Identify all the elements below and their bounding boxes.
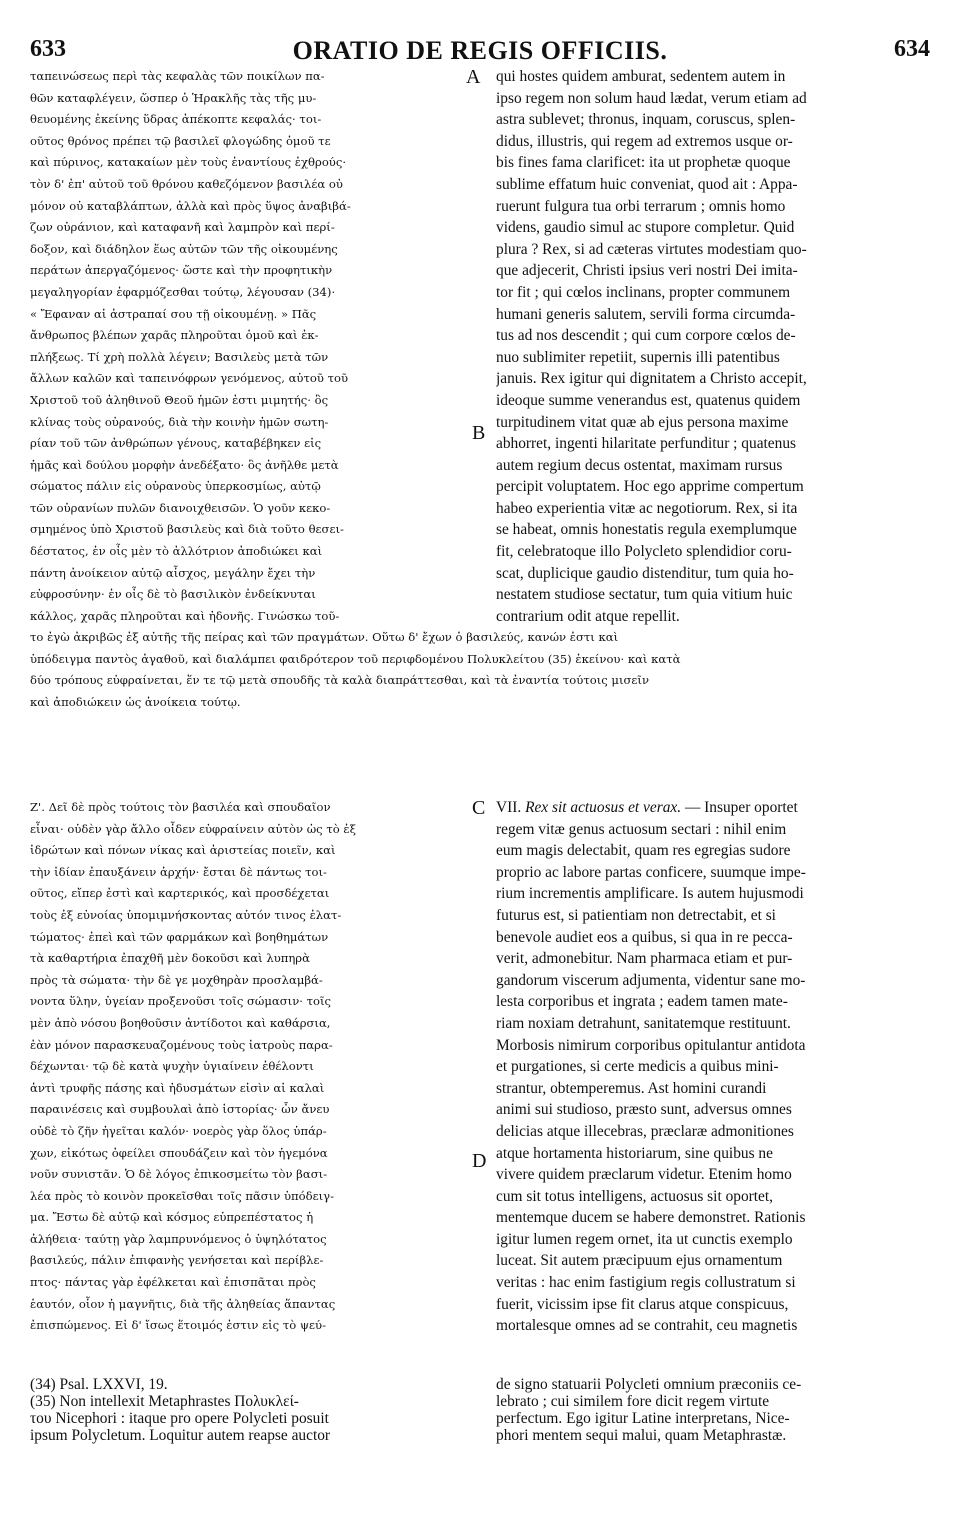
latin-line: veritas : hac enim fastigium regis collustratum si bbox=[496, 1274, 796, 1292]
page-header bbox=[30, 20, 930, 64]
greek-line: κάλλος, χαρᾶς πληροῦται καὶ ἡδονῆς. Γινώσκω τοῦ- bbox=[30, 608, 340, 623]
greek-line: εἶναι· οὐδὲν γὰρ ἄλλο οἶδεν εὐφραίνειν αὐτὸν ὡς τὸ ἐξ bbox=[30, 821, 357, 836]
greek-line: τοὺς ἐξ εὐνοίας ὑπομιμνήσκοντας αὐτόν τινος ἐλατ- bbox=[30, 907, 342, 922]
latin-line: percipit voluptatem. Hoc ego apprime compertum bbox=[496, 478, 804, 496]
greek-line: παραινέσεις καὶ συμβουλαὶ ἀπὸ ἱστορίας· ὧν ἄνευ bbox=[30, 1102, 330, 1117]
footnotes-left bbox=[30, 1376, 480, 1444]
latin-line: eum magis delectabit, quam res egregias sudore bbox=[496, 842, 791, 860]
latin-line: regem vitæ genus actuosum sectari : nihil enim bbox=[496, 820, 787, 838]
section-heading: VII. Rex sit actuosus et verax. — Insuper oportet bbox=[496, 799, 798, 816]
greek-line: καὶ πύρινος, κατακαίων μὲν τοὺς ἐναντίους ἐχθρούς· bbox=[30, 155, 347, 170]
greek-line: τῶν οὐρανίων πυλῶν διανοιχθεισῶν. Ὁ γοῦν κεκο- bbox=[30, 500, 331, 515]
latin-line: ruerunt fulgura tua orbi terrarum ; omnis homo bbox=[496, 197, 786, 215]
latin-line: se habeat, omnis honestatis regula exemplumque bbox=[496, 521, 797, 539]
footnote-line: (35) Non intellexit Metaphrastes Πολυκλεί- bbox=[30, 1393, 299, 1410]
footnote-line: perfectum. Ego igitur Latine interpretans, Nice- bbox=[496, 1410, 790, 1427]
footnote-line: ipsum Polycletum. Loquitur autem reapse auctor bbox=[30, 1427, 331, 1444]
latin-line: tor fit ; qui cœlos inclinans, propter communem bbox=[496, 283, 791, 301]
greek-line: ἐπισπώμενος. Εἰ δ' ἴσως ἕτοιμός ἐστιν εἰς τὸ ψεύ- bbox=[30, 1318, 327, 1333]
greek-line: ἐὰν μόνον παρασκευαζομένους τοὺς ἰατροὺς παρα- bbox=[30, 1037, 333, 1052]
greek-line: δοξον, καὶ διάδηλον ἕως αὐτῶν τῶν τῆς οἰκουμένης bbox=[30, 241, 338, 256]
latin-line: igitur lumen regem ornet, ita ut cunctis exemplo bbox=[496, 1230, 793, 1248]
greek-line: πτος· πάντας γὰρ ἐφέλκεται καὶ ἐπισπᾶται πρὸς bbox=[30, 1275, 316, 1290]
latin-line: cum sit totus intelligens, actuosus sit oportet, bbox=[496, 1187, 774, 1205]
greek-line: δέχωνται· τῷ δὲ κατὰ ψυχὴν ὑγιαίνειν ἐθέλοντι bbox=[30, 1059, 314, 1074]
greek-line: το ἐγὼ ἀκριβῶς ἐξ αὐτῆς τῆς πείρας καὶ τῶν πραγμάτων. Οὕτω δ' ἔχων ὁ βασιλεύς, κανών ἐστι καὶ bbox=[30, 630, 619, 644]
greek-line: θευομένης ἐκείνης ὕδρας ἀπέκοπτε κεφαλάς· τοι- bbox=[30, 112, 322, 127]
greek-line: κλίνας τοὺς οὐρανούς, διὰ τὴν κοινὴν ἡμῶν σωτη- bbox=[30, 414, 329, 429]
latin-line: Morbosis nimirum corporibus opitulantur antidota bbox=[496, 1036, 806, 1054]
greek-line: ἄλλων καλῶν καὶ ταπεινόφρων γενόμενος, αὐτοῦ τοῦ bbox=[30, 371, 349, 386]
greek-line: ταπεινώσεως περὶ τὰς κεφαλὰς τῶν ποικίλων πα- bbox=[30, 69, 325, 83]
latin-line: nestatem studiose sectatur, tum quia vitium huic bbox=[496, 586, 793, 604]
latin-line: delicias atque illecebras, præclaræ admonitiones bbox=[496, 1122, 794, 1140]
latin-line: rium incrementis amplificare. Is autem hujusmodi bbox=[496, 885, 804, 903]
greek-full-width-paragraph bbox=[30, 627, 932, 713]
greek-line: σμημένος ὑπὸ Χριστοῦ βασιλεὺς καὶ διὰ τοῦτο θεσει- bbox=[30, 522, 344, 537]
latin-line: ipso regem non solum haud lædat, verum etiam ad bbox=[496, 89, 807, 107]
greek-line: λέα πρὸς τὸ κοινὸν προκεῖσθαι τοῖς πᾶσιν ὑπόδειγ- bbox=[30, 1188, 335, 1203]
page-number-left: 633 bbox=[30, 36, 66, 62]
latin-line: riam noxiam detrahunt, sanitatemque restituunt. bbox=[496, 1014, 791, 1032]
latin-line: fuerit, vicissim ipse fit clarus atque conspicuus, bbox=[496, 1295, 789, 1313]
greek-line: οὐδὲ τὸ ζῆν ἡγεῖται καλόν· νοερὸς γὰρ ὅλος ὑπάρ- bbox=[30, 1123, 327, 1138]
greek-line: πάντη ἀνοίκειον αὐτῷ αἶσχος, μεγάλην ἔχει τὴν bbox=[30, 565, 316, 580]
latin-line: plura ? Rex, si ad cæteras virtutes modestiam quo- bbox=[496, 240, 807, 258]
footnote-line: (34) Psal. LXXVI, 19. bbox=[30, 1376, 168, 1393]
latin-line: autem regium decus ostentat, maximam rursus bbox=[496, 456, 783, 474]
greek-line: μὲν ἀπὸ νόσου βοηθοῦσιν ἀντίδοτοι καὶ καθάρσια, bbox=[30, 1015, 331, 1030]
greek-line: σώματος πάλιν εἰς οὐρανοὺς ὑπερκοσμίως, αὐτῷ bbox=[30, 479, 321, 494]
footnote-line: de signo statuarii Polycleti omnium præconiis ce- bbox=[496, 1376, 802, 1393]
greek-line: Ζ'. Δεῖ δὲ πρὸς τούτοις τὸν βασιλέα καὶ σπουδαῖον bbox=[30, 800, 331, 814]
latin-column-bottom bbox=[496, 797, 932, 1337]
greek-line: ἱδρώτων καὶ πόνων νίκας καὶ ἀριστείας ποιεῖν, καὶ bbox=[30, 843, 336, 858]
latin-line: strantur, obtemperemus. Ast homini curandi bbox=[496, 1079, 767, 1097]
latin-line: contrarium odit atque repellit. bbox=[496, 607, 680, 625]
latin-line: luceat. Sit autem præcipuum ejus ornamentum bbox=[496, 1252, 783, 1270]
footnote-line: phori mentem sequi malui, quam Metaphrastæ. bbox=[496, 1427, 787, 1444]
greek-line: οῦτος, εἴπερ ἐστὶ καὶ καρτερικός, καὶ προσδέχεται bbox=[30, 886, 330, 901]
greek-line: ὑπόδειγμα παντὸς ἀγαθοῦ, καὶ διαλάμπει φαιδρότερον τοῦ περιφδομένου Πολυκλείτου (35) ἐκείνου· καὶ κατὰ bbox=[30, 651, 681, 666]
latin-line: habeo experientia vitæ ac negotiorum. Rex, si ita bbox=[496, 499, 798, 517]
latin-line: tus ad nos descendit ; qui cum corpore cœlos de- bbox=[496, 327, 796, 345]
latin-line: turpitudinem vitat quæ ab ejus persona maxime bbox=[496, 413, 789, 431]
greek-line: μόνον οὐ καταβλάπτων, ἀλλὰ καὶ πρὸς ὕψος ἀναβιβά- bbox=[30, 198, 351, 213]
greek-line: ζων οὐράνιον, καὶ καταφανῆ καὶ λαμπρὸν καὶ περί- bbox=[30, 220, 335, 235]
latin-line: futurus est, si patientiam non detrectabit, et si bbox=[496, 906, 776, 924]
greek-line: τὴν ἰδίαν ἐπαυξάνειν ἀρχήν· ἔσται δὲ πάντως τοι- bbox=[30, 864, 327, 879]
latin-line: bis fines fama clarificet: ita ut prophetæ quoque bbox=[496, 154, 791, 172]
latin-line: proprio ac labore partas conficere, suumque impe- bbox=[496, 863, 806, 881]
latin-line: que adjecerit, Christi ipsius veri nostri Dei imita- bbox=[496, 262, 798, 280]
margin-letter-b: B bbox=[472, 422, 486, 444]
latin-line: sublime effatum huic conveniat, quod ait : Appa- bbox=[496, 175, 798, 193]
latin-line: gandorum viscerum adjumenta, videntur sane mo- bbox=[496, 971, 806, 989]
greek-line: Χριστοῦ τοῦ ἀληθινοῦ Θεοῦ ἡμῶν ἐστι μιμητής· ὃς bbox=[30, 392, 329, 407]
greek-column-bottom bbox=[30, 797, 486, 1337]
greek-line: « Ἔφαναν αἱ ἀστραπαί σου τῇ οἰκουμένῃ. » Πᾶς bbox=[30, 306, 317, 321]
greek-line: ρίαν τοῦ τῶν ἀνθρώπων γένους, καταβέβηκεν εἰς bbox=[30, 436, 322, 451]
latin-line: animi sui studioso, præsto sunt, adversus omnes bbox=[496, 1101, 792, 1119]
margin-letter-a: A bbox=[466, 66, 481, 88]
greek-line: δύο τρόπους εὐφραίνεται, ἕν τε τῷ μετὰ σπουδῆς τὰ καλὰ διαπράττεσθαι, καὶ τὰ ἐναντία τούτοις μισεῖν bbox=[30, 673, 650, 688]
greek-line: μα. Ἔστω δὲ αὐτῷ καὶ κόσμος εὐπρεπέστατος ἡ bbox=[30, 1210, 314, 1225]
greek-line: ἄνθρωπος βλέπων χαρᾶς πληροῦται ὁμοῦ καὶ ἐκ- bbox=[30, 328, 319, 343]
latin-line: benevole audiet eos a quibus, si qua in re pecca- bbox=[496, 928, 793, 946]
footnote-line: του Nicephori : itaque pro opere Polycleti posuit bbox=[30, 1410, 329, 1427]
greek-line: βασιλεύς, πάλιν ἐπιφανὴς γενήσεται καὶ περίβλε- bbox=[30, 1253, 324, 1268]
greek-column-top bbox=[30, 66, 486, 627]
greek-line: ἑαυτόν, οἷον ἡ μαγνῆτις, διὰ τῆς ἀληθείας ἅπαντας bbox=[30, 1296, 336, 1311]
greek-line: νοῦν συνιστᾶν. Ὁ δὲ λόγος ἐπικοσμείτω τὸν βασι- bbox=[30, 1167, 328, 1182]
greek-line: οῦτος θρόνος πρέπει τῷ βασιλεῖ φλογώδης ὁμοῦ τε bbox=[30, 133, 331, 148]
greek-line: τὸν δ' ἐπ' αὐτοῦ τοῦ θρόνου καθεζόμενον βασιλέα οὐ bbox=[30, 176, 343, 191]
margin-letter-d: D bbox=[472, 1150, 487, 1172]
latin-line: mortalesque omnes ad se contrahit, ceu magnetis bbox=[496, 1317, 798, 1335]
margin-letter-c: C bbox=[472, 797, 486, 819]
greek-line: μεγαληγορίαν ἐφαρμόζεσθαι τούτῳ, λέγουσαν (34)· bbox=[30, 284, 336, 299]
footnotes-right bbox=[496, 1376, 932, 1444]
latin-line: mentemque ducem se habere demonstret. Rationis bbox=[496, 1209, 806, 1227]
greek-line: ἡμᾶς καὶ δούλου μορφὴν ἀνεδέξατο· ὃς ἀνῆλθε μετὰ bbox=[30, 457, 339, 472]
latin-line: humani generis salutem, servili forma circumda- bbox=[496, 305, 796, 323]
latin-line: astra sublevet; thronus, inquam, coruscus, splen- bbox=[496, 111, 796, 129]
greek-line: θῶν καταφλέγειν, ὥσπερ ὁ Ἡρακλῆς τὰς τῆς μυ- bbox=[30, 90, 317, 105]
greek-line: νοντα ὕλην, ὑγείαν προξενοῦσι τοῖς σώμασιν· τοῖς bbox=[30, 994, 332, 1009]
latin-line: vivere quidem præclarum videtur. Etenim homo bbox=[496, 1166, 792, 1184]
greek-line: πρὸς τὰ σώματα· τὴν δὲ γε μοχθηρὰν προσλαμβά- bbox=[30, 972, 323, 987]
greek-line: τώματος· ἐπεὶ καὶ τῶν φαρμάκων καὶ βοηθημάτων bbox=[30, 929, 329, 944]
greek-line: χων, εἰκότως ὀφείλει σπουδάζειν καὶ τὸν ἡγεμόνα bbox=[30, 1145, 328, 1160]
footnote-line: lebrato ; cui similem fore dicit regem virtute bbox=[496, 1393, 770, 1410]
greek-line: ἀλήθεια· ταύτῃ γὰρ λαμπρυνόμενος ὁ ὑψηλότατος bbox=[30, 1231, 327, 1246]
latin-line: nuo sublimiter repetiit, supernis illi patentibus bbox=[496, 348, 780, 366]
greek-line: εὐφροσύνην· ἐν οἷς δὲ τὸ βασιλικὸν ἐνδείκνυται bbox=[30, 587, 316, 602]
greek-line: ἀντὶ τρυφῆς πάσης καὶ ἡδυσμάτων εἰσὶν αἱ καλαὶ bbox=[30, 1080, 325, 1095]
latin-line: verit, admonebitur. Nam pharmaca etiam et pur- bbox=[496, 950, 793, 968]
page-number-right: 634 bbox=[894, 36, 930, 62]
latin-line: scat, duplicique gaudio distenditur, tum quia ho- bbox=[496, 564, 794, 582]
latin-line: et purgationes, si certe medicis a quibus mini- bbox=[496, 1058, 779, 1076]
latin-line: abhorret, ingenti hilaritate perfunditur ; quatenus bbox=[496, 435, 797, 453]
greek-line: πλήξεως. Τί χρὴ πολλὰ λέγειν; Βασιλεὺς μετὰ τῶν bbox=[30, 349, 329, 364]
latin-line: januis. Rex igitur qui dignitatem a Christo accepit, bbox=[496, 370, 807, 388]
latin-line: lesta corporibus et ingrata ; eadem tamen mate- bbox=[496, 993, 788, 1011]
running-title: ORATIO DE REGIS OFFICIIS. bbox=[292, 36, 668, 65]
latin-line: didus, illustris, qui regem ad extremos usque or- bbox=[496, 132, 793, 150]
greek-line: τὰ καθαρτήρια ἐπαχθῆ μὲν δοκοῦσι καὶ λυπηρὰ bbox=[30, 951, 310, 966]
greek-line: δέστατος, ἐν οἷς μὲν τὸ ἀλλότριον ἀποδιώκει καὶ bbox=[30, 544, 323, 559]
latin-line: ideoque summe venerandus est, quatenus quidem bbox=[496, 391, 801, 409]
latin-line: fit, celebratoque illo Polycleto splendidior coru- bbox=[496, 543, 792, 561]
greek-line: καὶ ἀποδιώκειν ὡς ἀνοίκεια τούτῳ. bbox=[30, 694, 241, 709]
greek-line: περάτων ἀπεργαζόμενος· ὥστε καὶ τὴν προφητικὴν bbox=[30, 263, 333, 278]
latin-line: qui hostes quidem amburat, sedentem autem in bbox=[496, 68, 786, 85]
latin-line: videns, gaudio simul ac stupore completur. Quid bbox=[496, 219, 795, 237]
latin-line: atque hortamenta historiarum, sine quibus ne bbox=[496, 1144, 773, 1162]
latin-column-top bbox=[496, 66, 932, 627]
